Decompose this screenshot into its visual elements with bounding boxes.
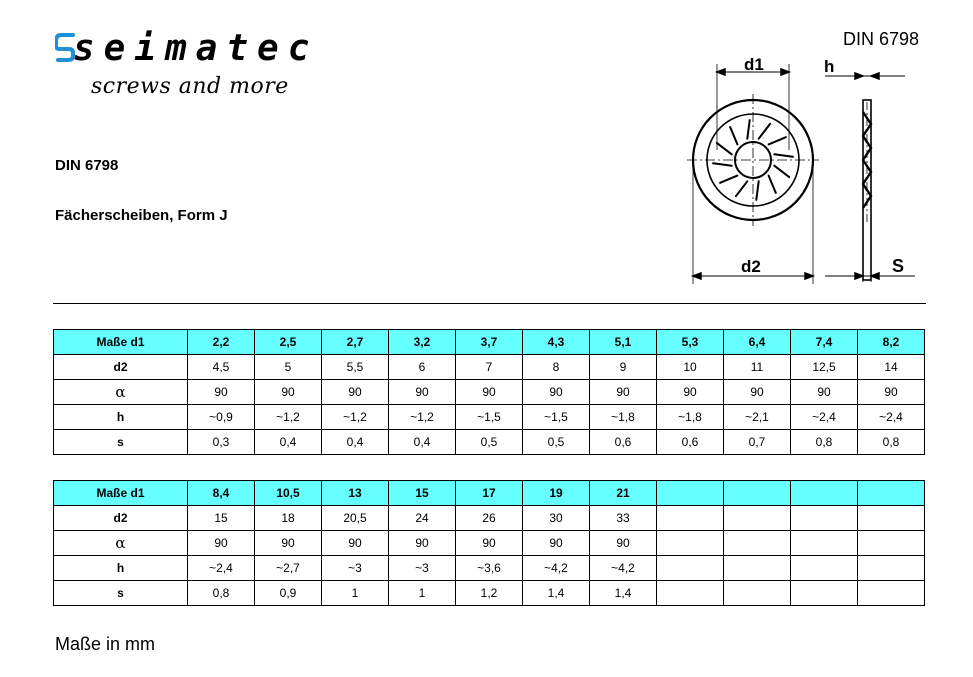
row-label: s — [54, 430, 188, 455]
table-cell — [724, 581, 791, 606]
table-cell: 7,4 — [791, 330, 858, 355]
table-cell: ~1,5 — [456, 405, 523, 430]
table-cell: 12,5 — [791, 355, 858, 380]
table-cell — [791, 481, 858, 506]
table-cell: ~1,8 — [590, 405, 657, 430]
row-label: α — [54, 531, 188, 556]
table-cell — [657, 506, 724, 531]
washer-tooth — [720, 176, 737, 183]
label-s: S — [892, 256, 905, 276]
table-cell: 90 — [456, 380, 523, 405]
table-cell: 90 — [791, 380, 858, 405]
table-row-d2-row — [54, 506, 925, 531]
table-cell: 90 — [858, 380, 925, 405]
label-d2: d2 — [741, 257, 761, 276]
table-cell: 1 — [322, 581, 389, 606]
row-label: α — [54, 380, 188, 405]
table-cell: 0,6 — [590, 430, 657, 455]
table-cell: ~4,2 — [523, 556, 590, 581]
table-cell: ~3 — [389, 556, 456, 581]
table-row-d1-row — [54, 481, 925, 506]
table-cell: 11 — [724, 355, 791, 380]
table-cell: 10,5 — [255, 481, 322, 506]
table-cell: 0,9 — [255, 581, 322, 606]
table-cell: 8 — [523, 355, 590, 380]
table-cell: ~2,7 — [255, 556, 322, 581]
table-cell: 30 — [523, 506, 590, 531]
logo-tagline: screws and more — [91, 74, 289, 99]
table-cell: 26 — [456, 506, 523, 531]
table-row-alpha-row — [54, 531, 925, 556]
table-cell: 5 — [255, 355, 322, 380]
table-row-d2-row — [54, 355, 925, 380]
table-cell — [858, 556, 925, 581]
dimension-table-2 — [53, 480, 925, 606]
table-cell: 0,8 — [791, 430, 858, 455]
table-cell: 90 — [322, 380, 389, 405]
table-cell: 2,7 — [322, 330, 389, 355]
table-cell: 1,4 — [590, 581, 657, 606]
table-cell: 0,6 — [657, 430, 724, 455]
table-cell: 0,5 — [523, 430, 590, 455]
table-cell: 20,5 — [322, 506, 389, 531]
standard-heading: DIN 6798 — [55, 157, 119, 174]
washer-tooth — [717, 143, 732, 154]
washer-tooth — [759, 124, 770, 139]
washer-tooth — [747, 120, 749, 139]
table-cell: 0,4 — [255, 430, 322, 455]
table-cell — [858, 581, 925, 606]
table-cell: 0,5 — [456, 430, 523, 455]
label-d1: d1 — [744, 55, 764, 74]
table-cell: 6 — [389, 355, 456, 380]
table-cell: 10 — [657, 355, 724, 380]
logo-brand-name: seimatec — [73, 28, 319, 69]
product-name: Fächerscheiben, Form J — [55, 207, 228, 224]
row-label: s — [54, 581, 188, 606]
table-cell: 90 — [590, 380, 657, 405]
table-row-h-row — [54, 556, 925, 581]
brand-logo — [55, 28, 345, 108]
table-cell: 5,5 — [322, 355, 389, 380]
table-cell: ~1,5 — [523, 405, 590, 430]
table-cell: ~1,2 — [255, 405, 322, 430]
header-divider — [53, 303, 926, 304]
table-cell: 90 — [590, 531, 657, 556]
table-cell: 90 — [255, 380, 322, 405]
washer-tooth — [736, 181, 747, 196]
table-cell: 1,2 — [456, 581, 523, 606]
table-cell: 90 — [456, 531, 523, 556]
table-cell: 5,1 — [590, 330, 657, 355]
table-cell: ~2,1 — [724, 405, 791, 430]
table-cell — [858, 531, 925, 556]
washer-front-view — [687, 94, 819, 226]
row-label: d2 — [54, 506, 188, 531]
table-cell: ~2,4 — [791, 405, 858, 430]
table-cell — [657, 581, 724, 606]
table-cell: 0,8 — [188, 581, 255, 606]
table-cell: ~2,4 — [188, 556, 255, 581]
row-label: d2 — [54, 355, 188, 380]
table-cell: 90 — [657, 380, 724, 405]
table-cell: 2,5 — [255, 330, 322, 355]
table-cell — [791, 581, 858, 606]
table-cell: 4,5 — [188, 355, 255, 380]
washer-tooth — [769, 137, 786, 144]
table-cell: ~3,6 — [456, 556, 523, 581]
washer-tooth — [774, 154, 793, 156]
washer-tooth — [774, 166, 789, 177]
washer-tooth — [756, 181, 758, 200]
standard-label-top: DIN 6798 — [843, 29, 920, 49]
washer-tooth — [730, 127, 737, 144]
table-cell: 8,2 — [858, 330, 925, 355]
table-cell: 8,4 — [188, 481, 255, 506]
washer-tooth — [713, 163, 732, 165]
table-cell — [858, 506, 925, 531]
table-cell: 90 — [523, 380, 590, 405]
table-cell: 90 — [523, 531, 590, 556]
table-cell: 7 — [456, 355, 523, 380]
table-cell: 0,8 — [858, 430, 925, 455]
table-cell: ~0,9 — [188, 405, 255, 430]
dimension-table-1 — [53, 329, 925, 455]
row-label: Maße d1 — [54, 481, 188, 506]
table-row-d1-row — [54, 330, 925, 355]
table-cell: 90 — [188, 531, 255, 556]
table-cell: 18 — [255, 506, 322, 531]
row-label: h — [54, 556, 188, 581]
washer-tooth — [769, 176, 776, 193]
table-cell — [791, 531, 858, 556]
row-label: Maße d1 — [54, 330, 188, 355]
table-cell: 19 — [523, 481, 590, 506]
table-cell: ~1,2 — [322, 405, 389, 430]
row-label: h — [54, 405, 188, 430]
table-cell — [657, 556, 724, 581]
table-cell: 9 — [590, 355, 657, 380]
table-cell: 13 — [322, 481, 389, 506]
table-cell — [724, 531, 791, 556]
table-cell: ~4,2 — [590, 556, 657, 581]
table-cell: 3,7 — [456, 330, 523, 355]
table-cell: 0,3 — [188, 430, 255, 455]
table-cell: 3,2 — [389, 330, 456, 355]
table-cell: 0,4 — [322, 430, 389, 455]
table-cell: 1,4 — [523, 581, 590, 606]
table-cell: 90 — [255, 531, 322, 556]
table-cell: 90 — [724, 380, 791, 405]
table-cell: 90 — [322, 531, 389, 556]
table-cell: ~1,8 — [657, 405, 724, 430]
table-cell — [657, 481, 724, 506]
table-cell — [858, 481, 925, 506]
table-cell: 0,4 — [389, 430, 456, 455]
table-cell: 90 — [188, 380, 255, 405]
table-cell: 33 — [590, 506, 657, 531]
table-cell: 17 — [456, 481, 523, 506]
table-cell: 24 — [389, 506, 456, 531]
table-row-h-row — [54, 405, 925, 430]
table-cell — [724, 556, 791, 581]
table-row-alpha-row — [54, 380, 925, 405]
table-cell: ~1,2 — [389, 405, 456, 430]
table-cell: 15 — [188, 506, 255, 531]
unit-note: Maße in mm — [55, 634, 156, 654]
table-row-s-row — [54, 581, 925, 606]
table-cell: 2,2 — [188, 330, 255, 355]
table-cell: 14 — [858, 355, 925, 380]
table-cell: 21 — [590, 481, 657, 506]
table-cell: 15 — [389, 481, 456, 506]
table-cell: ~2,4 — [858, 405, 925, 430]
table-cell: ~3 — [322, 556, 389, 581]
table-cell: 0,7 — [724, 430, 791, 455]
washer-drawing — [685, 50, 925, 290]
table-cell — [724, 481, 791, 506]
table-cell — [791, 556, 858, 581]
table-cell — [657, 531, 724, 556]
label-h: h — [824, 57, 835, 76]
table-cell — [791, 506, 858, 531]
washer-side-view — [863, 100, 871, 282]
table-cell: 1 — [389, 581, 456, 606]
table-cell: 5,3 — [657, 330, 724, 355]
table-cell: 90 — [389, 531, 456, 556]
table-cell: 6,4 — [724, 330, 791, 355]
table-row-s-row — [54, 430, 925, 455]
table-cell: 4,3 — [523, 330, 590, 355]
table-cell: 90 — [389, 380, 456, 405]
table-cell — [724, 506, 791, 531]
